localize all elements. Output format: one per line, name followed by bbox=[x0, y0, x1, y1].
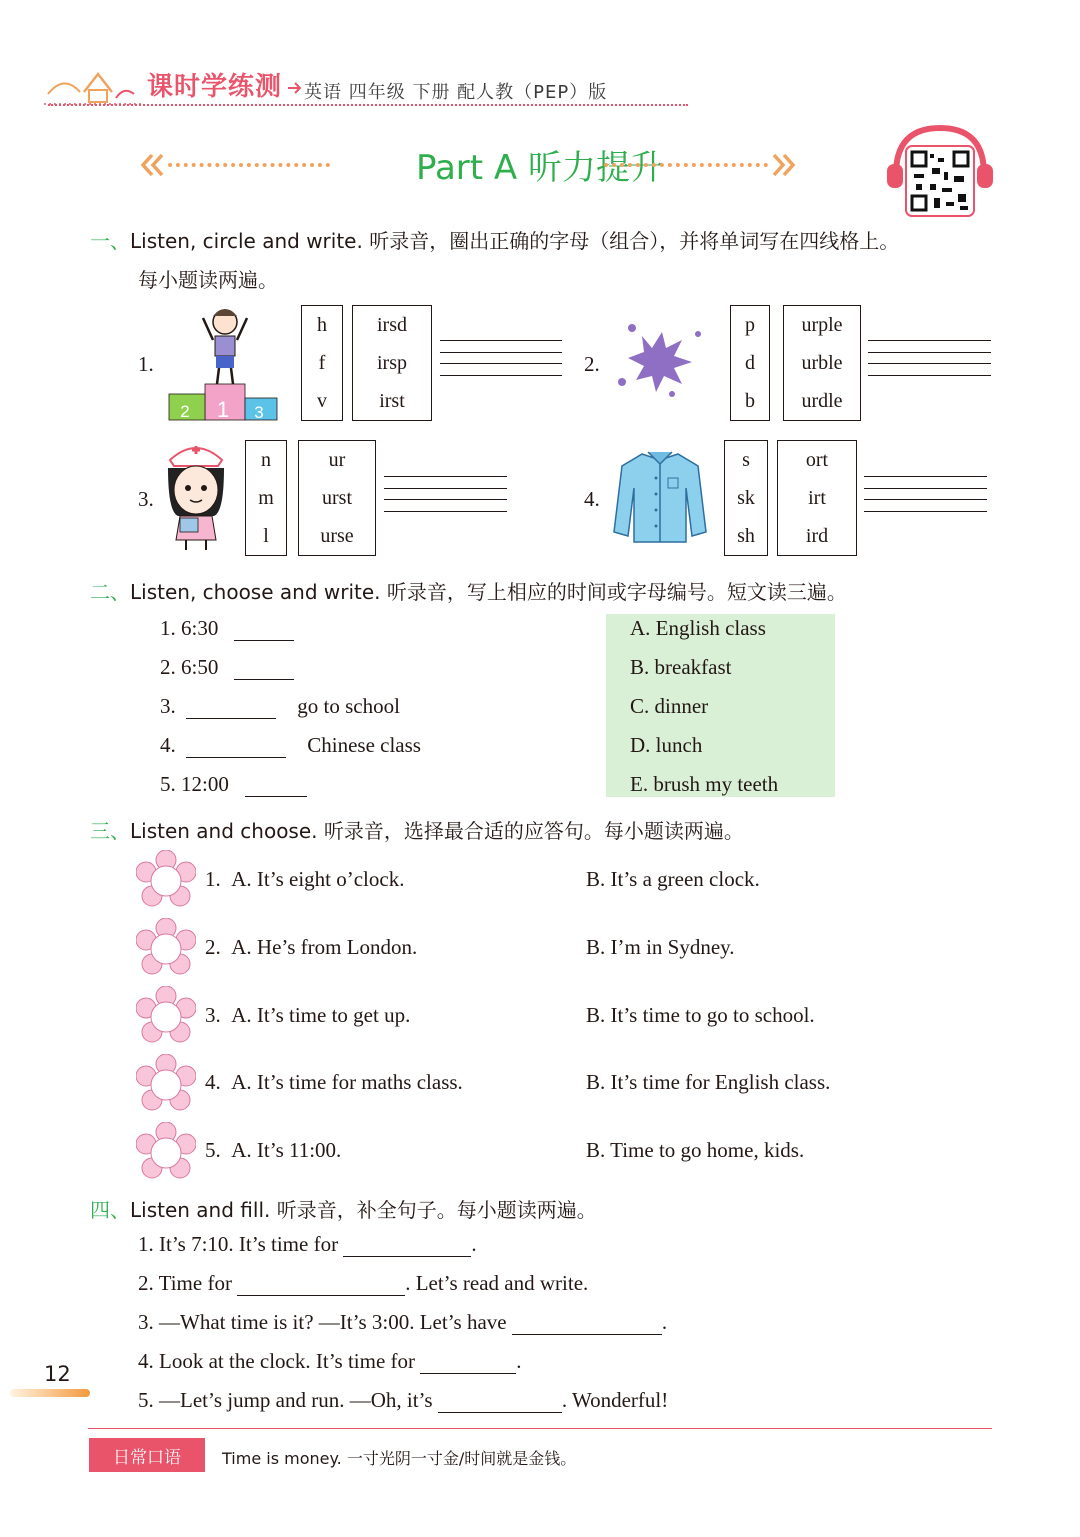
section3-heading bbox=[90, 815, 744, 844]
s2-item bbox=[160, 655, 294, 680]
letter-option[interactable]: b bbox=[745, 389, 755, 412]
section4-heading bbox=[90, 1194, 597, 1223]
letter-option[interactable]: f bbox=[318, 351, 326, 374]
ending-option[interactable]: irst bbox=[379, 389, 405, 412]
ending-option[interactable]: ort bbox=[805, 448, 829, 471]
s2-item bbox=[160, 694, 400, 719]
book-subtitle: 英语 四年级 下册 配人教（PEP）版 bbox=[304, 82, 608, 103]
s2-item bbox=[160, 616, 294, 641]
s3-item-num: 4. bbox=[205, 1070, 221, 1094]
s3-option-a-text: A. It’s eight o’clock. bbox=[231, 867, 405, 891]
s3-option-a-text: A. He’s from London. bbox=[231, 935, 418, 959]
section2-number: 二、 bbox=[90, 580, 130, 604]
s2-item-time: 12:00 bbox=[181, 772, 229, 796]
double-chevron-right-icon bbox=[770, 152, 796, 178]
s1-item4-ending-box bbox=[777, 440, 857, 556]
s1-item1-letter-box bbox=[301, 305, 343, 421]
s3-option-a-text: A. It’s 11:00. bbox=[231, 1138, 342, 1162]
option-d: D. lunch bbox=[630, 733, 703, 757]
fill-blank[interactable] bbox=[237, 1275, 405, 1296]
s3-option-a-text: A. It’s time for maths class. bbox=[231, 1070, 463, 1094]
letter-option[interactable]: m bbox=[258, 486, 274, 509]
svg-text:1: 1 bbox=[216, 397, 230, 422]
s3-item-num: 1. bbox=[205, 867, 221, 891]
s3-item-num: 5. bbox=[205, 1138, 221, 1162]
s2-item-num: 1. bbox=[160, 616, 176, 640]
s4-text: 1. It’s 7:10. It’s time for bbox=[138, 1232, 339, 1256]
s4-item4 bbox=[138, 1349, 522, 1374]
s3-item-num: 2. bbox=[205, 935, 221, 959]
s3-item3-option-b[interactable]: B. It’s time to go to school. bbox=[586, 1003, 815, 1027]
qr-code-headphones-icon[interactable] bbox=[884, 122, 996, 222]
section2-heading bbox=[90, 576, 847, 605]
fill-blank[interactable] bbox=[343, 1236, 471, 1257]
svg-text:2: 2 bbox=[180, 402, 190, 421]
s4-item1 bbox=[138, 1232, 477, 1257]
daily-phrase-text: Time is money. 一寸光阴一寸金/时间就是金钱。 bbox=[222, 1449, 577, 1468]
s3-item-num: 3. bbox=[205, 1003, 221, 1027]
s1-item1-ending-box bbox=[352, 305, 432, 421]
letter-option[interactable]: sk bbox=[737, 486, 755, 509]
option-a: A. English class bbox=[630, 616, 766, 640]
s1-item2-letter-box bbox=[730, 305, 770, 421]
s4-item2 bbox=[138, 1271, 588, 1296]
header-divider bbox=[48, 104, 688, 106]
s3-item5-option-b[interactable]: B. Time to go home, kids. bbox=[586, 1138, 805, 1162]
s4-text: 5. —Let’s jump and run. —Oh, it’s bbox=[138, 1388, 433, 1412]
letter-option[interactable]: p bbox=[745, 313, 755, 336]
section4-title: Listen and fill. 听录音，补全句子。每小题读两遍。 bbox=[130, 1198, 597, 1222]
ending-option[interactable]: ird bbox=[805, 524, 829, 547]
s4-text: 4. Look at the clock. It’s time for bbox=[138, 1349, 416, 1373]
flower-answer-icon[interactable] bbox=[136, 986, 196, 1046]
ending-option[interactable]: urdle bbox=[801, 389, 843, 412]
letter-option[interactable]: sh bbox=[737, 524, 755, 547]
s3-option-a-text: A. It’s time to get up. bbox=[231, 1003, 411, 1027]
footer-divider bbox=[88, 1428, 992, 1429]
letter-option[interactable]: v bbox=[317, 389, 327, 412]
option-b: B. breakfast bbox=[630, 655, 732, 679]
fill-blank[interactable] bbox=[420, 1353, 516, 1374]
svg-text:3: 3 bbox=[254, 403, 264, 422]
page-number: 12 bbox=[44, 1362, 71, 1386]
option-c: C. dinner bbox=[630, 694, 709, 718]
s4-text: 3. —What time is it? —It’s 3:00. Let’s have bbox=[138, 1310, 507, 1334]
arrow-icon bbox=[286, 80, 302, 96]
ending-option[interactable]: urble bbox=[801, 351, 843, 374]
section1-number: 一、 bbox=[90, 229, 130, 253]
s2-item bbox=[160, 772, 307, 797]
s2-item-activity: Chinese class bbox=[307, 733, 421, 757]
s2-item-num: 5. bbox=[160, 772, 176, 796]
s4-text: . bbox=[516, 1349, 522, 1373]
flower-answer-icon[interactable] bbox=[136, 850, 196, 910]
option-e: E. brush my teeth bbox=[630, 772, 779, 796]
section2-title: Listen, choose and write. 听录音，写上相应的时间或字母编号。短文读三遍。 bbox=[130, 580, 847, 604]
s3-item4-option-a[interactable] bbox=[205, 1070, 463, 1095]
section1-title: Listen, circle and write. 听录音，圈出正确的字母（组合），并将单词写在四线格上。 bbox=[130, 229, 900, 253]
s2-item-num: 4. bbox=[160, 733, 176, 757]
section3-title: Listen and choose. 听录音，选择最合适的应答句。每小题读两遍。 bbox=[130, 819, 744, 843]
answer-blank[interactable] bbox=[186, 737, 286, 758]
ending-option[interactable]: urst bbox=[322, 486, 352, 509]
daily-phrase-label: 日常口语 bbox=[89, 1438, 205, 1472]
s1-item4-letter-box bbox=[724, 440, 768, 556]
purple-paint-splash-icon bbox=[612, 318, 708, 398]
s1-item1-four-line-grid[interactable] bbox=[440, 340, 562, 376]
ending-option[interactable]: urple bbox=[801, 313, 843, 336]
flower-answer-icon[interactable] bbox=[136, 1122, 196, 1182]
s3-item2-option-a[interactable] bbox=[205, 935, 417, 960]
flower-answer-icon[interactable] bbox=[136, 1054, 196, 1114]
s3-item2-option-b[interactable]: B. I’m in Sydney. bbox=[586, 935, 735, 959]
nurse-icon bbox=[158, 440, 234, 554]
s4-text: . Wonderful! bbox=[561, 1388, 669, 1412]
s1-item4-num: 4. bbox=[584, 487, 600, 511]
s2-item-time: 6:50 bbox=[181, 655, 219, 679]
s4-item5 bbox=[138, 1388, 668, 1413]
s1-item1-num: 1. bbox=[138, 352, 154, 376]
section1-title-cont: 每小题读两遍。 bbox=[138, 268, 278, 292]
answer-blank[interactable] bbox=[234, 620, 294, 641]
part-title: Part A 听力提升 bbox=[416, 148, 664, 188]
ending-option[interactable]: irt bbox=[808, 486, 826, 509]
fill-blank[interactable] bbox=[512, 1314, 662, 1335]
section4-number: 四、 bbox=[90, 1198, 130, 1222]
letter-option[interactable]: n bbox=[261, 448, 271, 471]
s1-item2-ending-box bbox=[783, 305, 861, 421]
house-logo-icon bbox=[44, 64, 144, 106]
s1-item4-four-line-grid[interactable] bbox=[864, 476, 987, 512]
section1-heading bbox=[90, 225, 899, 254]
answer-blank[interactable] bbox=[186, 698, 276, 719]
s1-item3-four-line-grid[interactable] bbox=[384, 476, 507, 512]
s1-item3-letter-box bbox=[245, 440, 287, 556]
shirt-icon bbox=[612, 448, 708, 544]
s2-item-num: 2. bbox=[160, 655, 176, 679]
s3-item1-option-a[interactable] bbox=[205, 867, 404, 892]
ending-option[interactable]: urse bbox=[320, 524, 354, 547]
s1-item3-ending-box bbox=[298, 440, 376, 556]
answer-blank[interactable] bbox=[234, 659, 294, 680]
s2-item-num: 3. bbox=[160, 694, 176, 718]
s3-item3-option-a[interactable] bbox=[205, 1003, 410, 1028]
s1-item2-num: 2. bbox=[584, 352, 600, 376]
s4-text: . bbox=[661, 1310, 668, 1334]
letter-option[interactable]: l bbox=[263, 524, 269, 547]
ending-option[interactable]: irsd bbox=[377, 313, 407, 336]
answer-blank[interactable] bbox=[245, 776, 307, 797]
s2-item-activity: go to school bbox=[297, 694, 400, 718]
fill-blank[interactable] bbox=[438, 1392, 562, 1413]
s2-item bbox=[160, 733, 421, 758]
flower-answer-icon[interactable] bbox=[136, 918, 196, 978]
letter-option[interactable]: h bbox=[317, 313, 327, 336]
s4-text: 2. Time for bbox=[138, 1271, 232, 1295]
s1-item3-num: 3. bbox=[138, 487, 154, 511]
banner-dots-right bbox=[604, 163, 768, 167]
ending-option[interactable]: irsp bbox=[377, 351, 407, 374]
s3-item1-option-b[interactable]: B. It’s a green clock. bbox=[586, 867, 760, 891]
section3-number: 三、 bbox=[90, 819, 130, 843]
s4-item3 bbox=[138, 1310, 667, 1335]
s1-item2-four-line-grid[interactable] bbox=[868, 340, 991, 376]
first-place-podium-icon bbox=[165, 300, 280, 424]
brand-title: 课时学练测 bbox=[147, 72, 283, 102]
page-number-bar bbox=[10, 1389, 90, 1397]
s3-item5-option-a[interactable] bbox=[205, 1138, 341, 1163]
ending-option[interactable]: ur bbox=[328, 448, 346, 471]
s3-item4-option-b[interactable]: B. It’s time for English class. bbox=[586, 1070, 831, 1094]
s4-text: . bbox=[471, 1232, 477, 1256]
s2-item-time: 6:30 bbox=[181, 616, 219, 640]
letter-option[interactable]: s bbox=[742, 448, 750, 471]
letter-option[interactable]: d bbox=[745, 351, 755, 374]
s4-text: . Let’s read and write. bbox=[405, 1271, 589, 1295]
